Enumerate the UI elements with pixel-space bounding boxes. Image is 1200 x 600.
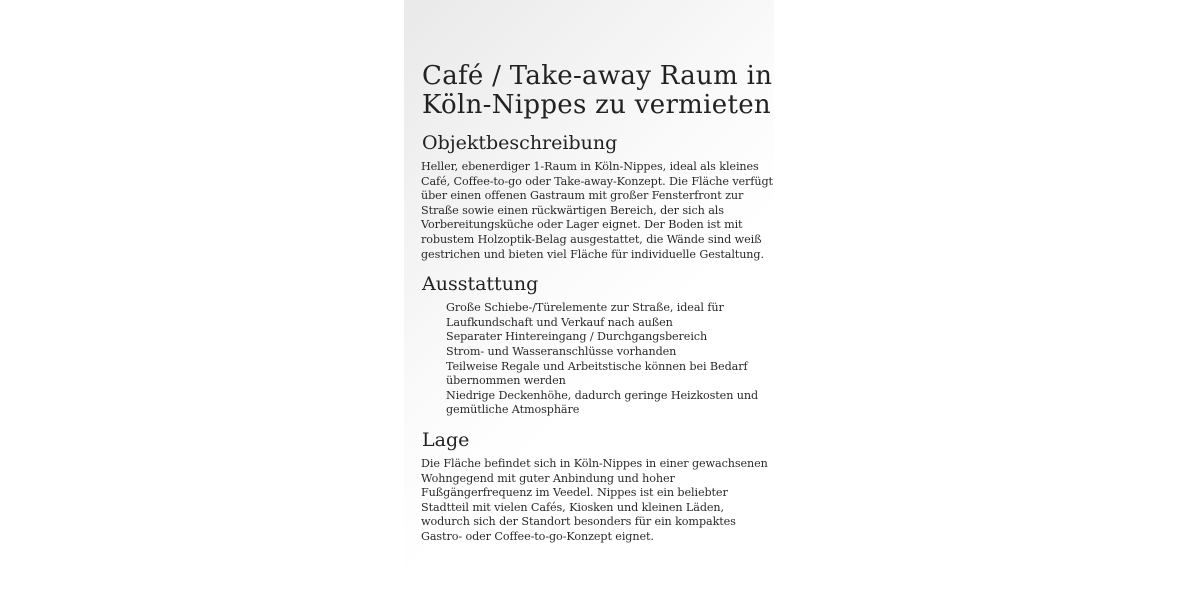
document-page <box>404 0 774 600</box>
location-text: Die Fläche befindet sich in Köln-Nippes in einer gewachsenen Wohngegend mit guter Anbindung und hoher Fußgängerfrequenz im Veedel. Nippes ist ein beliebter Stadtteil mit vielen Cafés, Kiosken und kleinen Läden, wodurch sich der Standort besonders für ein kompaktes Gastro- oder Coffee-to-go-Konzept eignet. <box>421 456 768 543</box>
description-text: Heller, ebenerdiger 1-Raum in Köln-Nippes, ideal als kleines Café, Coffee-to-go oder Take-away-Konzept. Die Fläche verfügt über einen offenen Gastraum mit großer Fensterfront zur Straße sowie einen rückwärtigen Bereich, der sich als Vorbereitungsküche oder Lager eignet. Der Boden ist mit robustem Holzoptik-Belag ausgestattet, die Wände sind weiß gestrichen und bieten viel Fläche für individuelle Gestaltung. <box>421 160 773 261</box>
description-heading: Objektbeschreibung <box>422 132 618 154</box>
list-item: Niedrige Deckenhöhe, dadurch geringe Heizkosten und gemütliche Atmosphäre <box>446 388 759 417</box>
location-heading: Lage <box>422 428 470 451</box>
list-item: Separater Hintereingang / Durchgangsbereich <box>446 330 708 344</box>
listing-content <box>421 62 776 544</box>
list-item: Teilweise Regale und Arbeitstische können bei Bedarf übernommen werden <box>446 359 748 388</box>
list-item: Große Schiebe-/Türelemente zur Straße, ideal für Laufkundschaft und Verkauf nach außen <box>446 301 724 329</box>
features-list <box>421 301 776 418</box>
page-title: Café / Take-away Raum in Köln-Nippes zu vermieten <box>422 61 773 120</box>
features-heading: Ausstattung <box>422 273 539 296</box>
list-item: Strom- und Wasseranschlüsse vorhanden <box>446 344 677 358</box>
